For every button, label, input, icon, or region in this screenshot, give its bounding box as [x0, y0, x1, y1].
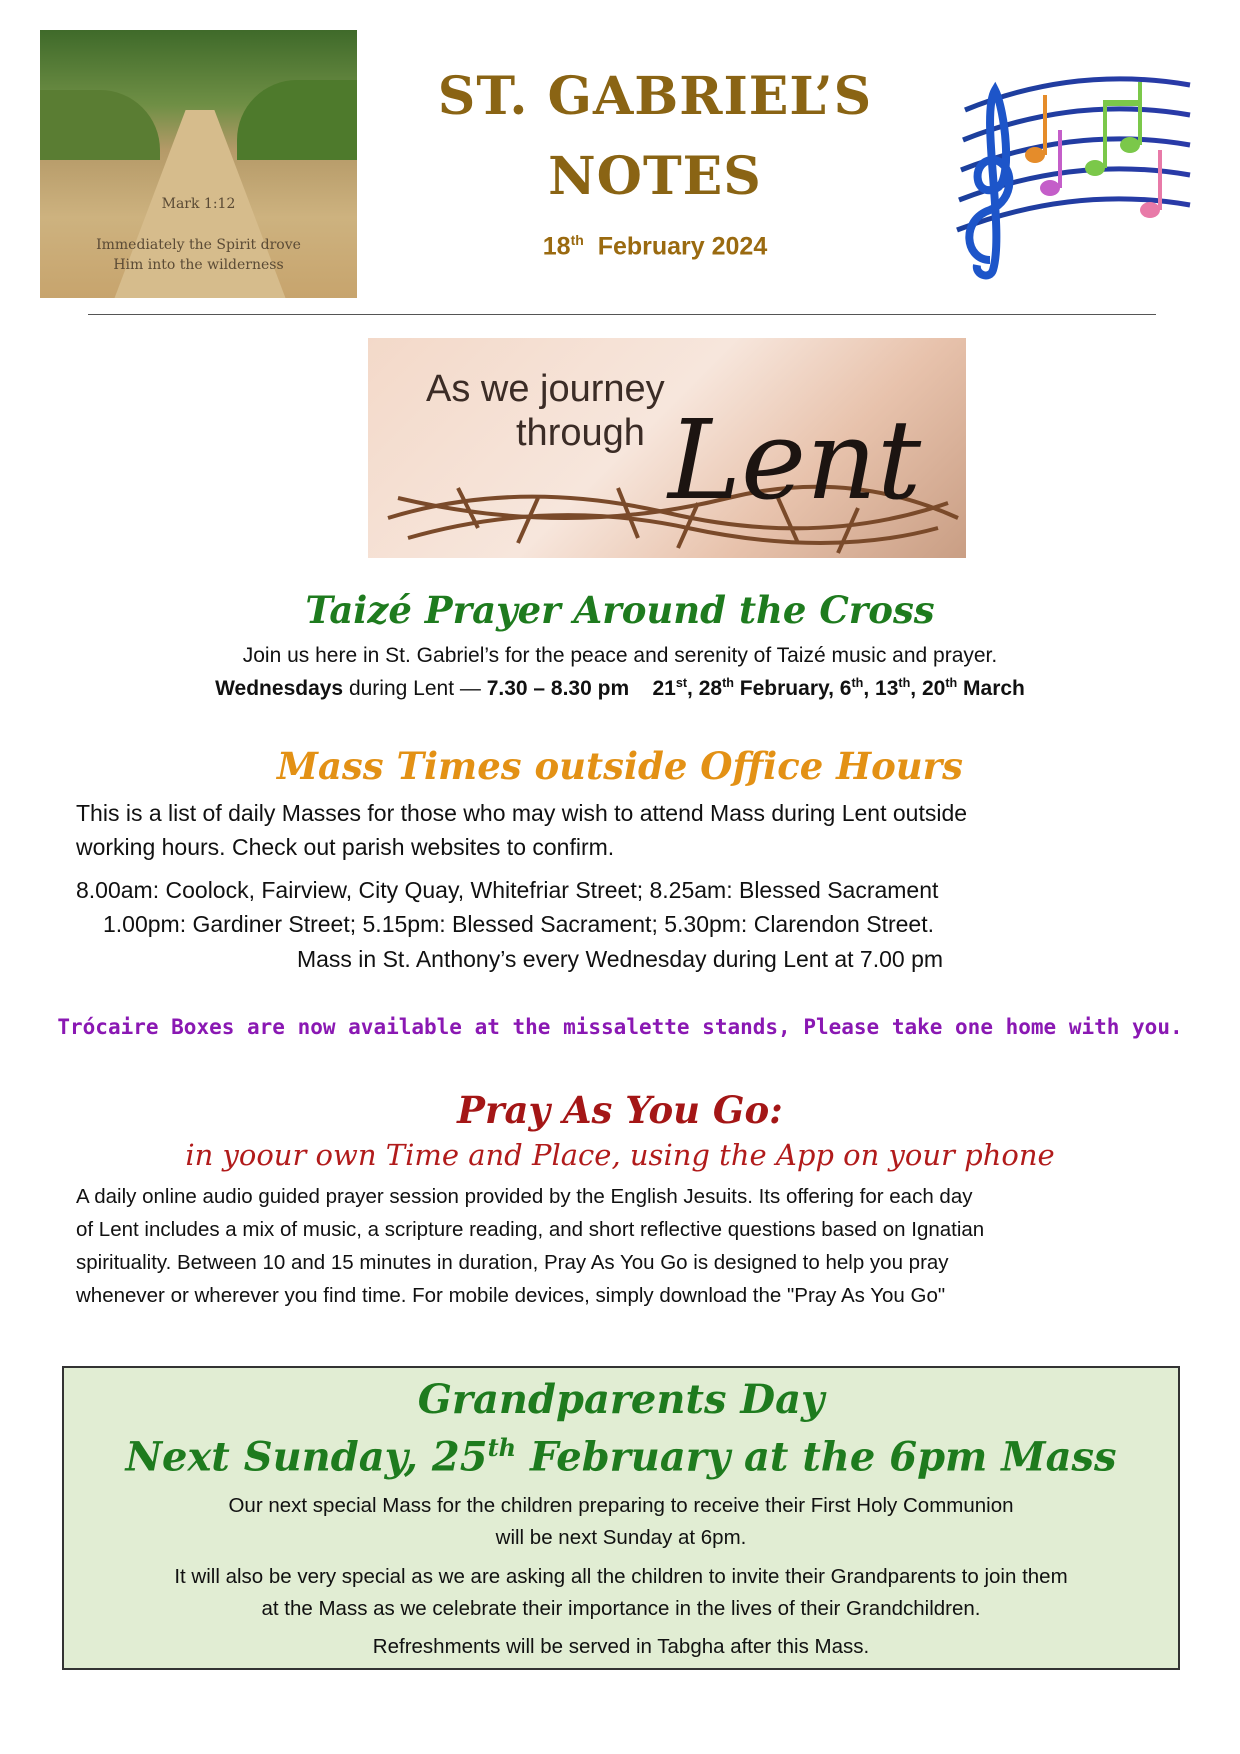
image-quote-line2: Him into the wilderness [113, 257, 284, 273]
grandparents-p1-line2: will be next Sunday at 6pm. [495, 1526, 747, 1549]
issue-date: 18th February 2024 [542, 232, 768, 261]
road-image [40, 30, 357, 298]
pray-heading: Pray As You Go: [457, 1088, 783, 1132]
pray-body-line4: whenever or wherever you find time. For mobile devices, simply download the "Pray As You Go" [76, 1284, 946, 1307]
page-title-line2: NOTES [548, 146, 762, 207]
grandparents-p1-line1: Our next special Mass for the children preparing to receive their First Holy Communion [228, 1494, 1014, 1517]
trocaire-notice: Trócaire Boxes are now available at the missalette stands, Please take one home with you. [57, 1015, 1183, 1039]
grandparents-p3: Refreshments will be served in Tabgha after this Mass. [372, 1635, 870, 1658]
image-scripture-ref: Mark 1:12 [161, 196, 236, 212]
pray-body-line1: A daily online audio guided prayer session provided by the English Jesuits. Its offering for each day [76, 1185, 973, 1208]
mass-intro-line1: This is a list of daily Masses for those who may wish to attend Mass during Lent outside [76, 800, 968, 826]
music-notes-icon [935, 70, 1200, 280]
taize-intro: Join us here in St. Gabriel’s for the peace and serenity of Taizé music and prayer. [242, 644, 998, 667]
mass-times-line1: 8.00am: Coolock, Fairview, City Quay, Whitefriar Street; 8.25am: Blessed Sacrament [76, 877, 939, 903]
grandparents-p2-line2: at the Mass as we celebrate their importance in the lives of their Grandchildren. [261, 1597, 981, 1620]
mass-times-line2: 1.00pm: Gardiner Street; 5.15pm: Blessed Sacrament; 5.30pm: Clarendon Street. [103, 911, 934, 937]
mass-intro-line2: working hours. Check out parish websites to confirm. [76, 834, 615, 860]
pray-body-line2: of Lent includes a mix of music, a scripture reading, and short reflective questions based on Ignatian [76, 1218, 985, 1241]
taize-heading: Taizé Prayer Around the Cross [305, 588, 935, 632]
pray-body-line3: spirituality. Between 10 and 15 minutes in duration, Pray As You Go is designed to help you pray [76, 1251, 949, 1274]
pray-subheading: in yoour own Time and Place, using the App on your phone [185, 1138, 1055, 1172]
banner-line2: through [516, 412, 645, 454]
grandparents-p2-line1: It will also be very special as we are asking all the children to invite their Grandparents to join them [174, 1565, 1068, 1588]
mass-times-line3: Mass in St. Anthony’s every Wednesday during Lent at 7.00 pm [296, 946, 944, 972]
grandparents-heading: Grandparents Day [417, 1376, 825, 1423]
page-title-line1: ST. GABRIEL’S [437, 66, 873, 127]
image-quote-line1: Immediately the Spirit drove [96, 237, 301, 253]
taize-schedule: Wednesdays during Lent — 7.30 – 8.30 pm 21st, 28th February, 6th, 13th, 20th March [215, 676, 1025, 700]
lent-banner [368, 338, 966, 558]
grandparents-date: Next Sunday, 25th February at the 6pm Mass [125, 1433, 1117, 1481]
mass-heading: Mass Times outside Office Hours [276, 744, 964, 788]
banner-line1: As we journey [426, 368, 665, 410]
header-divider [88, 314, 1156, 315]
banner-line3: Lent [668, 396, 922, 524]
